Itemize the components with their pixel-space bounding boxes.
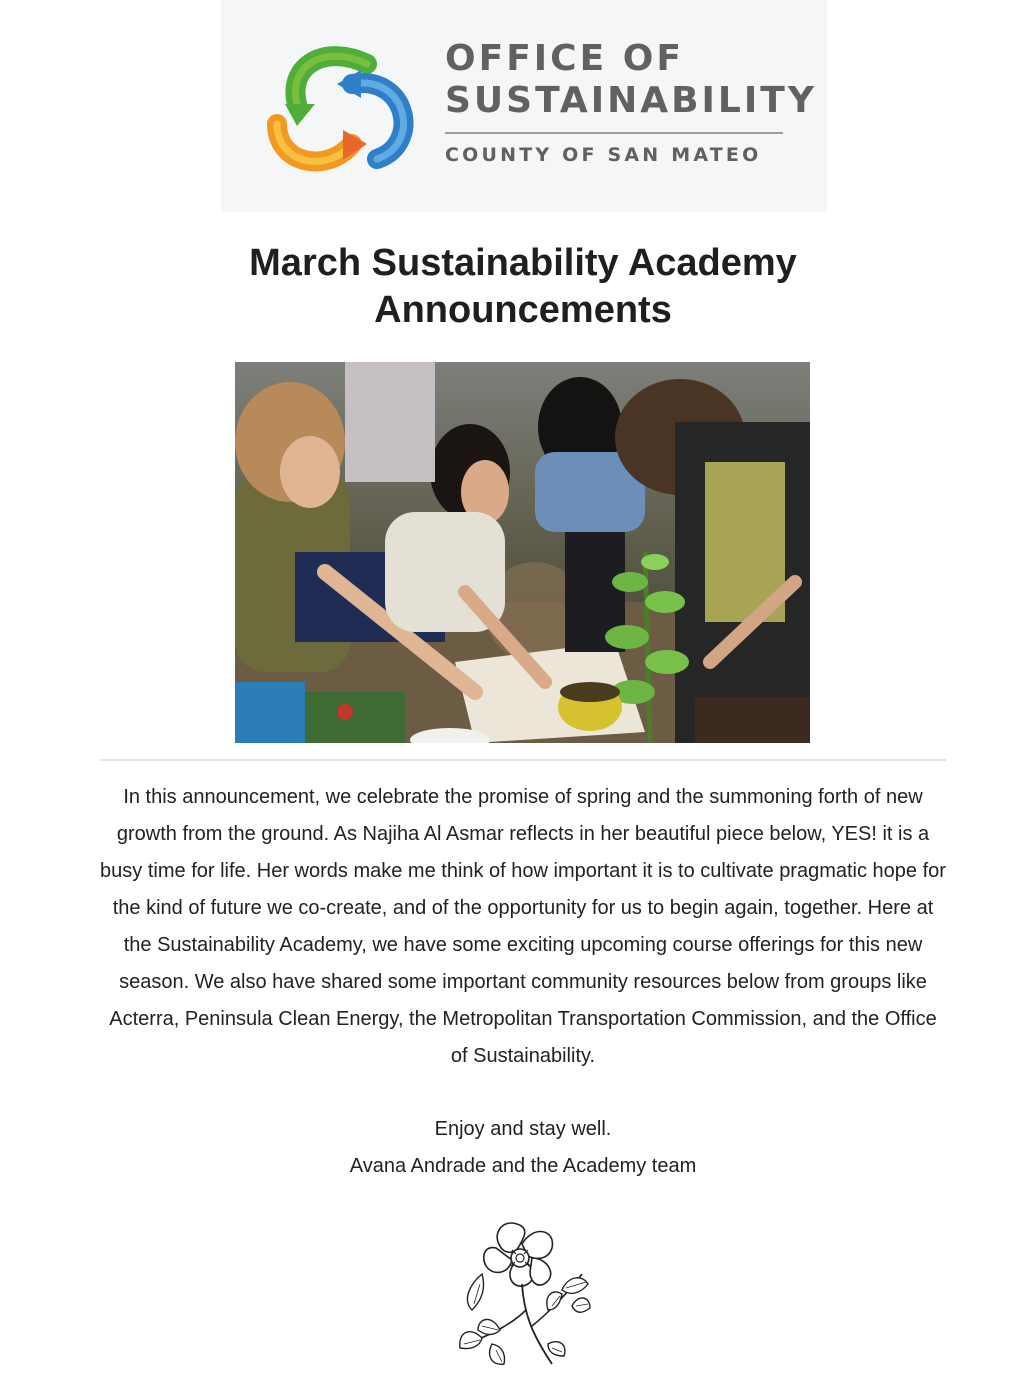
logo-rule (445, 132, 783, 134)
garden-workshop-photo (235, 362, 810, 743)
logo-line-county: COUNTY OF SAN MATEO (445, 144, 762, 166)
logo-line-sustainability: SUSTAINABILITY (445, 80, 817, 121)
section-divider (100, 759, 946, 761)
recycle-arrows-logo-icon (257, 34, 427, 179)
closing-line: Enjoy and stay well. (434, 1118, 612, 1140)
intro-paragraph: In this announcement, we celebrate the promise of spring and the summoning forth of new growth from the ground. As Najiha Al Asmar reflects in her beautiful piece below, YES! it is a busy time for life. Her words make me think of how important it is to cultivate pragmatic hope for the kind of future we co-create, and of the opportunity for us to begin again, together. Here at the Sustainability Academy, we have some exciting upcoming course offerings for this new season. We also have shared some important community resources below from groups like Acterra, Peninsula Clean Energy, the Metropolitan Transportation Commission, and the Office of Sustainability. (100, 786, 946, 1067)
header-logo (221, 0, 827, 212)
logo-wordmark (445, 38, 817, 166)
closing-signature (100, 1111, 946, 1185)
page-title: March Sustainability Academy Announcements (249, 242, 797, 331)
logo-line-office: OFFICE OF (445, 38, 684, 79)
wild-rose-icon (452, 1214, 592, 1370)
signature-line: Avana Andrade and the Academy team (349, 1155, 697, 1177)
